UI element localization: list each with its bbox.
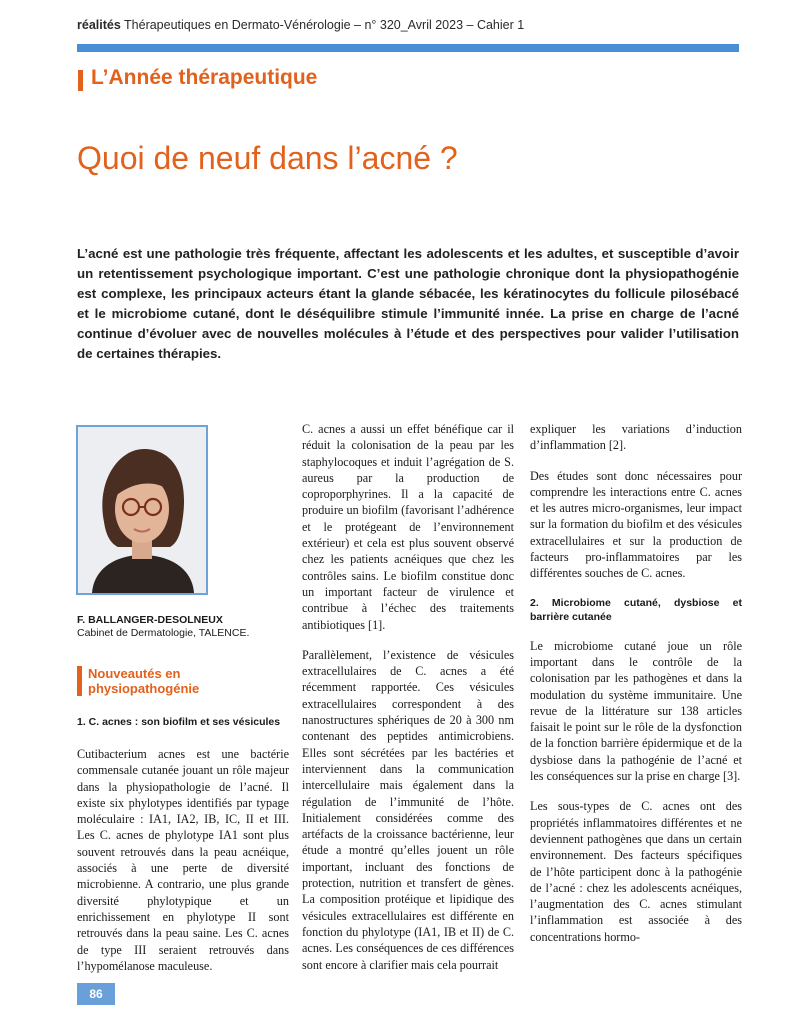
page-number: 86 bbox=[77, 983, 115, 1005]
section-marker bbox=[78, 70, 83, 91]
heading-biofilm: 1. C. acnes : son biofilm et ses vésicules bbox=[77, 716, 281, 728]
paragraph: Des études sont donc nécessaires pour comprendre les interactions entre C. acnes et les autres micro-organismes, leur impact sur la formation du biofilm et des vésicules extracellulaires et sur la production de facteurs pro-inflammatoires par les différentes souches de C. acnes. bbox=[530, 468, 742, 581]
section-label: L’Année thérapeutique bbox=[91, 66, 318, 89]
header-rule bbox=[77, 44, 739, 52]
author-photo bbox=[76, 425, 208, 595]
subsection-title: Nouveautés en physiopathogénie bbox=[88, 666, 200, 696]
column-3 bbox=[530, 421, 742, 959]
article-title: Quoi de neuf dans l’acné ? bbox=[77, 140, 458, 176]
paragraph: expliquer les variations d’induction d’inflammation [2]. bbox=[530, 422, 742, 453]
author-portrait-icon bbox=[78, 427, 206, 593]
subsection-marker bbox=[77, 666, 82, 696]
article-abstract: L’acné est une pathologie très fréquente, affectant les adolescents et les adultes, et susceptible d’avoir un retentissement psychologique important. C’est une pathologie chronique dont la physiopathogénie est complexe, les principaux acteurs étant la glande sébacée, les kératinocytes du follicule pilosébacé et le microbiome cutané, dont le déséquilibre stimule l’immunité innée. La prise en charge de l’acné continue d’évoluer avec de nouvelles molécules à l’étude et des perspectives pour valider l’utilisation de certaines thérapies. bbox=[77, 246, 739, 361]
paragraph: Cutibacterium acnes est une bactérie commensale cutanée jouant un rôle majeur dans la physiopathologie de l’acné. Il existe six phylotypes identifiés par typage moléculaire : IA1, IA2, IB, IC, II et III. Les C. acnes de phylotype IA1 sont plus souvent retrouvés dans la peau acnéique, associés à une perte de diversité microbienne. A contrario, une plus grande diversité phylotypique et un enrichissement en phylotype II sont retrouvés dans la peau saine. Les C. acnes de type III seraient retrouvés dans l’hypomélanose maculeuse. bbox=[77, 747, 289, 973]
author-name: F. BALLANGER-DESOLNEUX bbox=[77, 614, 223, 626]
paragraph: Les sous-types de C. acnes ont des propriétés inflammatoires différentes et ne deviennent pathogènes que dans un certain environnement. Des facteurs spécifiques de l’hôte participent donc à la pathogénie de l’acné : chez les adolescents acnéiques, l’augmentation des C. acnes stimulant l’inflammation est associée à des concentrations hormo- bbox=[530, 799, 742, 944]
paragraph: Le microbiome cutané joue un rôle important dans le contrôle de la colonisation par les pathogènes et dans la modulation du système immunitaire. Une revue de la littérature sur 138 articles faisait le point sur le rôle de la dysfonction de la fonction barrière épidermique et de la dysbiose dans la pathogénie de l’acné et les conséquences sur la prise en charge [3]. bbox=[530, 638, 742, 784]
column-2 bbox=[302, 421, 514, 987]
heading-microbiome: 2. Microbiome cutané, dysbiose et barrière cutanée bbox=[530, 596, 742, 623]
column-1 bbox=[77, 746, 289, 988]
journal-issue: Thérapeutiques en Dermato-Vénérologie – n° 320_Avril 2023 – Cahier 1 bbox=[120, 18, 525, 32]
paragraph: Parallèlement, l’existence de vésicules extracellulaires de C. acnes a été récemment rapportée. Ces vésicules extracellulaires correspondent à des nanostructures sphériques de 20 à 300 nm contenant des peptides antimicrobiens. Elles sont sécrétées par les bactéries et interviennent dans la communication intercellulaire mais également dans la régulation de l’immunité de l’hôte. Initialement considérées comme des artéfacts de la croissance bactérienne, leur étude a montré qu’elles jouent un rôle important, incluant des fonctions de protection, nutrition et transfert de gènes. La composition protéique et lipidique des vésicules extracellulaires est différente en fonction du phylotype (IA1, IB et II) de C. acnes. Les conséquences de ces différences sont encore à clarifier mais cela pourrait bbox=[302, 647, 514, 972]
running-header bbox=[77, 18, 739, 32]
journal-brand: réalités bbox=[77, 18, 121, 32]
author-affiliation: Cabinet de Dermatologie, TALENCE. bbox=[77, 627, 250, 639]
paragraph: C. acnes a aussi un effet bénéfique car il réduit la colonisation de la peau par les staphylocoques et induit l’agrégation de S. aureus par la production de coproporphyrines. Il a la capacité de produire un biofilm (favorisant l’adhérence et le protégeant de l’environnement extérieur) et cela est plus souvent observé chez les patients acnéiques que chez les contrôles sains. Le biofilm constitue donc un important facteur de virulence et contribue à l’échec des traitements antibiotiques [1]. bbox=[302, 422, 514, 632]
